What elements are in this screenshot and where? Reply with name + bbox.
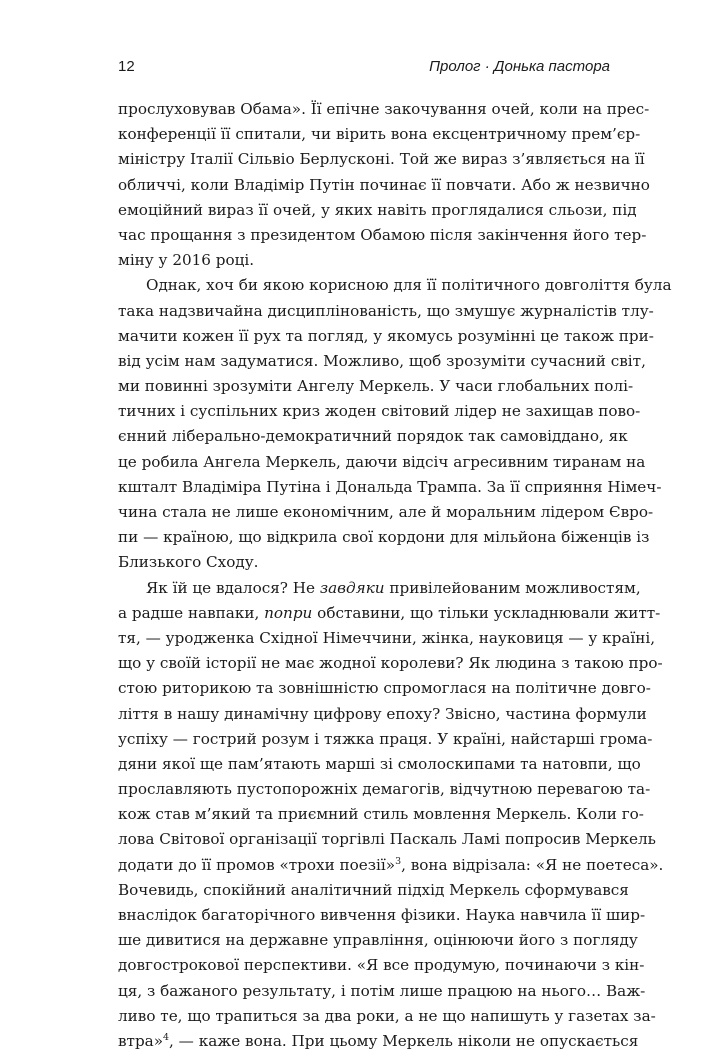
- text-line: прославляють пустопорожніх демагогів, відчутною перевагою та-: [118, 780, 651, 799]
- paragraph-3: [118, 576, 664, 1054]
- text-line: [118, 1029, 639, 1054]
- text-line: стою риторикою та зовнішністю спромоглася на політичне довго-: [118, 679, 651, 698]
- text-line: кож став м’який та приємний стиль мовлення Меркель. Коли го-: [118, 805, 644, 824]
- chapter-title: Пролог · Донька пастора: [429, 58, 610, 75]
- text-run: , — каже вона. При цьому Меркель ніколи не опускається: [169, 1031, 639, 1050]
- text-line: це робила Ангела Меркель, даючи відсіч агресивним тиранам на: [118, 452, 646, 471]
- page-number: 12: [118, 58, 135, 75]
- paragraph-1: [118, 97, 650, 273]
- text-line: Близького Сходу.: [118, 553, 259, 572]
- text-line: що у своїй історії не має жодної королеви? Як людина з такою про-: [118, 654, 663, 673]
- text-line: тя, — уродженка Східної Німеччини, жінка, науковиця — у країні,: [118, 628, 656, 647]
- text-line: [118, 576, 641, 601]
- text-line: внаслідок багаторічного вивчення фізики. Наука навчила її шир-: [118, 906, 646, 924]
- text-line: час прощання з президентом Обамою після закінчення його тер-: [118, 225, 647, 244]
- text-line: ливо те, що трапиться за два роки, а не що напишуть у газетах за-: [118, 1006, 656, 1025]
- text-line: тичних і суспільних криз жоден світовий лідер не захищав пово-: [118, 402, 641, 421]
- text-run: Як їй це вдалося? Не: [146, 578, 320, 597]
- text-line: довгострокової перспективи. «Я все продумую, починаючи з кін-: [118, 956, 645, 975]
- text-line: емоційний вираз її очей, у яких навіть проглядалися сльози, під: [118, 200, 637, 219]
- emphasis-text: завдяки: [319, 578, 385, 597]
- text-run: додати до її промов «трохи поезії»: [118, 855, 396, 874]
- text-line: чина стала не лише економічним, але й моральним лідером Євро-: [118, 503, 654, 521]
- text-line: така надзвичайна дисциплінованість, що змушує журналістів тлу-: [118, 301, 654, 320]
- text-line: ми повинні зрозуміти Ангелу Меркель. У часи глобальних полі-: [118, 377, 634, 396]
- text-line: міністру Італії Сільвіо Берлусконі. Той же вираз з’являється на її: [118, 150, 645, 169]
- text-run: , вона відрізала: «Я не поетеса».: [401, 855, 664, 874]
- text-line: єнний ліберально-демократичний порядок так самовіддано, як: [118, 427, 628, 446]
- text-line: міну у 2016 році.: [118, 251, 255, 270]
- text-line: [118, 601, 661, 626]
- text-line: пи — країною, що відкрила свої кордони для мільйона біженців із: [118, 528, 650, 547]
- text-line: кшталт Владіміра Путіна і Дональда Трампа. За її сприяння Німеч-: [118, 477, 662, 496]
- text-line: [118, 853, 664, 878]
- paragraph-2: [118, 273, 672, 575]
- text-line: ця, з бажаного результату, і потім лише працюю на нього… Важ-: [118, 981, 646, 1000]
- text-line: від усім нам задуматися. Можливо, щоб зрозуміти сучасний світ,: [118, 351, 646, 370]
- body-text: [118, 97, 672, 1054]
- emphasis-text: попри: [264, 603, 313, 622]
- text-run: втра»: [118, 1031, 164, 1050]
- text-line: Вочевидь, спокійний аналітичний підхід Меркель сформувався: [118, 880, 629, 899]
- text-line: лова Світової організації торгівлі Паскаль Ламі попросив Меркель: [118, 830, 656, 849]
- text-line: конференції її спитали, чи вірить вона ексцентричному прем’єр-: [118, 125, 641, 144]
- text-line: обличчі, коли Владімір Путін починає її повчати. Або ж незвично: [118, 175, 650, 194]
- text-line: прослуховував Обама». Її епічне закочування очей, коли на прес-: [118, 100, 650, 118]
- text-line: ліття в нашу динамічну цифрову епоху? Звісно, частина формули: [118, 704, 647, 723]
- text-line: дяни якої ще пам’ятають марші зі смолоскипами та натовпи, що: [118, 754, 641, 773]
- footnote-marker[interactable]: 4: [163, 1031, 170, 1043]
- text-run: обставини, що тільки ускладнювали житт-: [312, 603, 661, 622]
- text-line: успіху — гострий розум і тяжка праця. У країні, найстарші грома-: [118, 729, 653, 748]
- text-line: ше дивитися на державне управління, оцінюючи його з погляду: [118, 931, 638, 950]
- text-line: мачити кожен її рух та погляд, у якомусь розумінні це також при-: [118, 326, 654, 345]
- text-run: а радше навпаки,: [118, 603, 265, 622]
- text-run: привілейованим можливостям,: [384, 578, 641, 597]
- running-head: [118, 58, 610, 80]
- text-line: Однак, хоч би якою корисною для її політичного довголіття була: [146, 276, 672, 295]
- footnote-marker[interactable]: 3: [395, 855, 402, 867]
